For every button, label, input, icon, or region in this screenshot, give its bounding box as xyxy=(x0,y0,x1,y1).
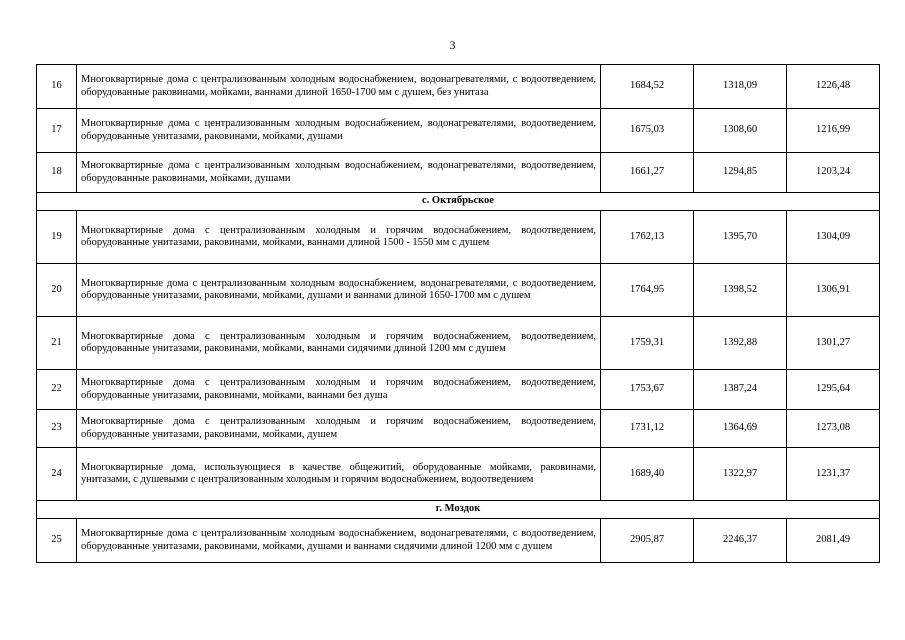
row-number-cell: 22 xyxy=(37,370,77,410)
value-cell-3: 1273,08 xyxy=(787,410,880,448)
row-number-cell: 21 xyxy=(37,317,77,370)
value-cell-1: 1759,31 xyxy=(601,317,694,370)
section-header-row xyxy=(37,193,880,211)
value-cell-3: 2081,49 xyxy=(787,519,880,563)
value-cell-1: 1764,95 xyxy=(601,264,694,317)
description-cell: Многоквартирные дома с централизованным холодным водоснабжением, водонагревателями, с водоотведением, оборудованные раковинами, мойками, ваннами длиной 1650-1700 мм с душем, без унитаза xyxy=(77,65,601,109)
tariff-table xyxy=(36,64,880,563)
value-cell-1: 2905,87 xyxy=(601,519,694,563)
section-title: с. Октябрьское xyxy=(37,193,880,211)
description-cell: Многоквартирные дома с централизованным холодным водоснабжением, водонагревателями, с водоотведением, оборудованные унитазами, раковинами, мойками, душами и ваннами сидячими длиной 1200 мм с душем xyxy=(77,519,601,563)
value-cell-3: 1203,24 xyxy=(787,153,880,193)
value-cell-1: 1731,12 xyxy=(601,410,694,448)
row-number-cell: 24 xyxy=(37,448,77,501)
value-cell-3: 1304,09 xyxy=(787,211,880,264)
table-row xyxy=(37,370,880,410)
value-cell-2: 1294,85 xyxy=(694,153,787,193)
description-cell: Многоквартирные дома с централизованным холодным и горячим водоснабжением, водоотведением, оборудованные унитазами, раковинами, мойками, ваннами сидячими длиной 1200 мм с душем xyxy=(77,317,601,370)
page-number: 3 xyxy=(449,38,456,52)
value-cell-2: 1398,52 xyxy=(694,264,787,317)
value-cell-2: 1395,70 xyxy=(694,211,787,264)
section-title: г. Моздок xyxy=(37,501,880,519)
row-number-cell: 16 xyxy=(37,65,77,109)
value-cell-2: 1387,24 xyxy=(694,370,787,410)
value-cell-3: 1295,64 xyxy=(787,370,880,410)
description-cell: Многоквартирные дома с централизованным холодным водоснабжением, водонагревателями, с водоотведением, оборудованные унитазами, раковинами, мойками, душами и ваннами длиной 1650-1700 мм с душем xyxy=(77,264,601,317)
value-cell-3: 1301,27 xyxy=(787,317,880,370)
value-cell-3: 1231,37 xyxy=(787,448,880,501)
table-row xyxy=(37,109,880,153)
value-cell-2: 1308,60 xyxy=(694,109,787,153)
value-cell-1: 1689,40 xyxy=(601,448,694,501)
value-cell-2: 2246,37 xyxy=(694,519,787,563)
row-number-cell: 17 xyxy=(37,109,77,153)
table-row xyxy=(37,410,880,448)
section-header-row xyxy=(37,501,880,519)
value-cell-3: 1306,91 xyxy=(787,264,880,317)
description-cell: Многоквартирные дома, использующиеся в качестве общежитий, оборудованные мойками, раковинами, унитазами, с душевыми с централизованным холодным и горячим водоснабжением, водоотведением xyxy=(77,448,601,501)
value-cell-1: 1753,67 xyxy=(601,370,694,410)
description-cell: Многоквартирные дома с централизованным холодным водоснабжением, водонагревателями, водоотведением, оборудованные унитазами, раковинами, мойками, душами xyxy=(77,109,601,153)
description-cell: Многоквартирные дома с централизованным холодным и горячим водоснабжением, водоотведением, оборудованные унитазами, раковинами, мойками, ваннами без душа xyxy=(77,370,601,410)
value-cell-1: 1661,27 xyxy=(601,153,694,193)
table-row xyxy=(37,211,880,264)
value-cell-2: 1364,69 xyxy=(694,410,787,448)
description-cell: Многоквартирные дома с централизованным холодным и горячим водоснабжением, водоотведением, оборудованные унитазами, раковинами, мойками, душем xyxy=(77,410,601,448)
row-number-cell: 25 xyxy=(37,519,77,563)
value-cell-2: 1322,97 xyxy=(694,448,787,501)
tariff-table-body xyxy=(37,65,880,563)
table-row xyxy=(37,264,880,317)
value-cell-3: 1216,99 xyxy=(787,109,880,153)
table-row xyxy=(37,519,880,563)
row-number-cell: 23 xyxy=(37,410,77,448)
value-cell-1: 1675,03 xyxy=(601,109,694,153)
table-row xyxy=(37,65,880,109)
row-number-cell: 18 xyxy=(37,153,77,193)
value-cell-3: 1226,48 xyxy=(787,65,880,109)
description-cell: Многоквартирные дома с централизованным холодным и горячим водоснабжением, водоотведением, оборудованные унитазами, раковинами, мойками, ваннами длиной 1500 - 1550 мм с душем xyxy=(77,211,601,264)
row-number-cell: 20 xyxy=(37,264,77,317)
description-cell: Многоквартирные дома с централизованным холодным водоснабжением, водонагревателями, водоотведением, оборудованные раковинами, мойками, душами xyxy=(77,153,601,193)
value-cell-2: 1318,09 xyxy=(694,65,787,109)
table-row xyxy=(37,317,880,370)
value-cell-2: 1392,88 xyxy=(694,317,787,370)
table-row xyxy=(37,448,880,501)
table-row xyxy=(37,153,880,193)
value-cell-1: 1762,13 xyxy=(601,211,694,264)
value-cell-1: 1684,52 xyxy=(601,65,694,109)
row-number-cell: 19 xyxy=(37,211,77,264)
